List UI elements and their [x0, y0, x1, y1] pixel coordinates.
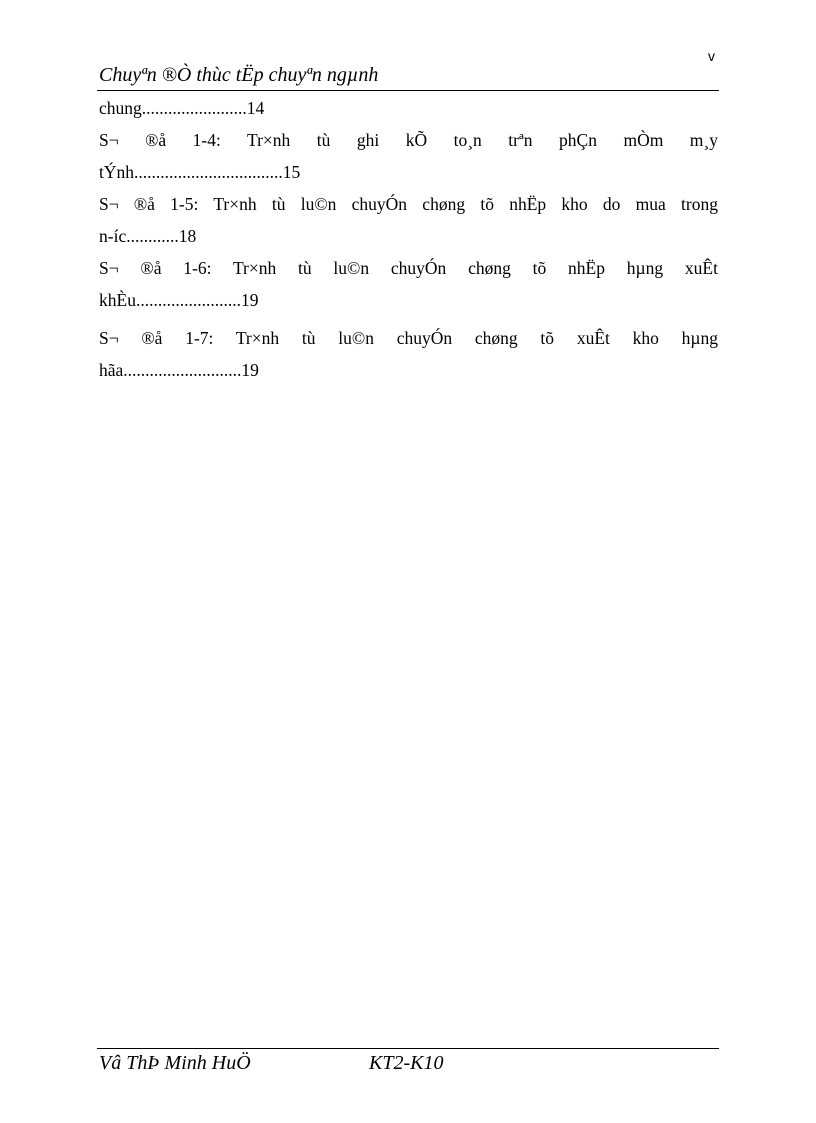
toc-line: khÈu........................19	[99, 290, 259, 310]
toc-entry-continued	[99, 95, 718, 127]
footer-rule	[97, 1048, 719, 1049]
toc-line: tÝnh..................................15	[99, 162, 301, 182]
header-title: Chuyªn ®Ò thùc tËp chuyªn ngµnh	[99, 64, 379, 86]
toc-line: S¬ ®å 1-6: Tr×nh tù lu©n chuyÓn chøng tõ nhËp hµng xuÊt	[99, 258, 718, 278]
toc-line: S¬ ®å 1-5: Tr×nh tù lu©n chuyÓn chøng tõ nhËp kho do mua trong	[99, 194, 718, 214]
toc-line: S¬ ®å 1-7: Tr×nh tù lu©n chuyÓn chøng tõ xuÊt kho hµng	[99, 328, 718, 348]
toc-entry-1-7	[99, 325, 718, 389]
page-number: v	[708, 48, 715, 64]
toc-line: S¬ ®å 1-4: Tr×nh tù ghi kÕ to¸n trªn phÇn mÒm m¸y	[99, 130, 718, 150]
header-rule	[97, 90, 719, 91]
toc-line: chung........................14	[99, 98, 265, 118]
footer-author: Vâ ThÞ Minh HuÖ	[99, 1052, 251, 1074]
toc-entry-1-6	[99, 255, 718, 319]
footer-class-code: KT2-K10	[369, 1052, 444, 1074]
toc-content	[99, 95, 718, 389]
toc-entry-1-5	[99, 191, 718, 255]
toc-entry-1-4	[99, 127, 718, 191]
toc-line: hãa...........................19	[99, 360, 259, 380]
toc-line: n-íc............18	[99, 226, 197, 246]
